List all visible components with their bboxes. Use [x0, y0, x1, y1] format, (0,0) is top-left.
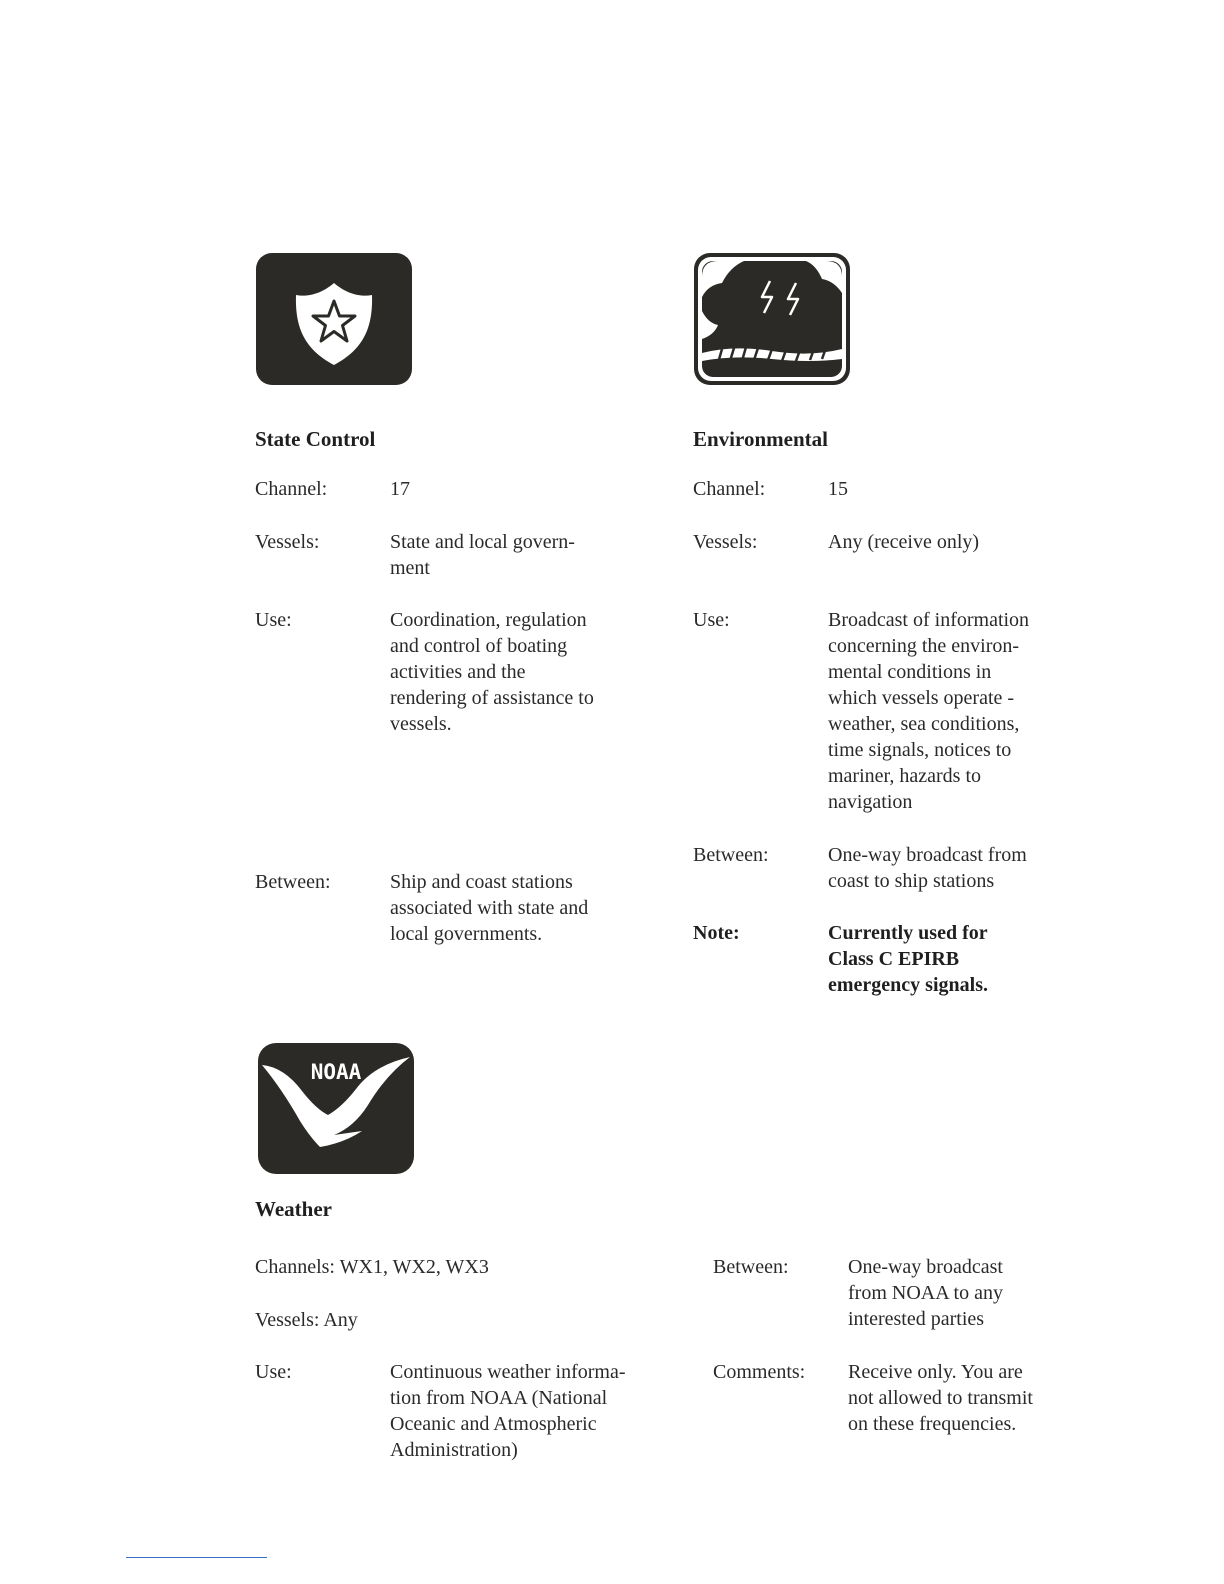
environmental-channel-label: Channel:	[693, 478, 766, 500]
environmental-between-label: Between:	[693, 844, 769, 866]
state-control-between-label: Between:	[255, 871, 331, 893]
weather-vessels-line: Vessels: Any	[255, 1309, 358, 1331]
weather-comments-value: Receive only. You are not allowed to transmit on these frequencies.	[848, 1361, 1033, 1435]
environmental-vessels-value: Any (receive only)	[828, 531, 980, 553]
noaa-logo-icon	[258, 1043, 414, 1174]
state-control-between-value: Ship and coast stations associated with state and local governments.	[390, 871, 589, 945]
police-badge-star-icon	[256, 253, 412, 385]
noaa-logo-text: NOAA	[310, 1060, 362, 1084]
storm-cloud-lightning-icon	[694, 253, 850, 385]
weather-use-label: Use:	[255, 1361, 292, 1383]
environmental-title: Environmental	[693, 427, 828, 451]
state-control-use-label: Use:	[255, 609, 292, 631]
state-control-title: State Control	[255, 427, 376, 451]
weather-comments-label: Comments:	[713, 1361, 806, 1383]
state-control-vessels-label: Vessels:	[255, 531, 320, 553]
weather-title: Weather	[255, 1197, 332, 1221]
environmental-channel-value: 15	[828, 478, 848, 500]
environmental-vessels-label: Vessels:	[693, 531, 758, 553]
weather-channels-line: Channels: WX1, WX2, WX3	[255, 1256, 489, 1278]
state-control-use-value: Coordination, regulation and control of boating activities and the rendering of assistance to vessels.	[390, 609, 594, 735]
state-control-channel-value: 17	[390, 478, 410, 500]
state-control-channel-label: Channel:	[255, 478, 328, 500]
state-control-vessels-value: State and local govern- ment	[390, 531, 575, 579]
environmental-use-value: Broadcast of information concerning the environ- mental conditions in which vessels operate - weather, sea conditions, time signals, notices to mariner, hazards to navigation	[828, 609, 1030, 813]
environmental-between-value: One-way broadcast from coast to ship stations	[828, 844, 1027, 892]
environmental-note-label: Note:	[693, 922, 740, 944]
environmental-note-value: Currently used for Class C EPIRB emergency signals.	[828, 922, 988, 996]
weather-between-label: Between:	[713, 1256, 789, 1278]
weather-use-value: Continuous weather informa- tion from NOAA (National Oceanic and Atmospheric Administration)	[390, 1361, 626, 1461]
weather-between-value: One-way broadcast from NOAA to any interested parties	[848, 1256, 1003, 1330]
footnote-rule	[126, 1557, 267, 1558]
environmental-use-label: Use:	[693, 609, 730, 631]
